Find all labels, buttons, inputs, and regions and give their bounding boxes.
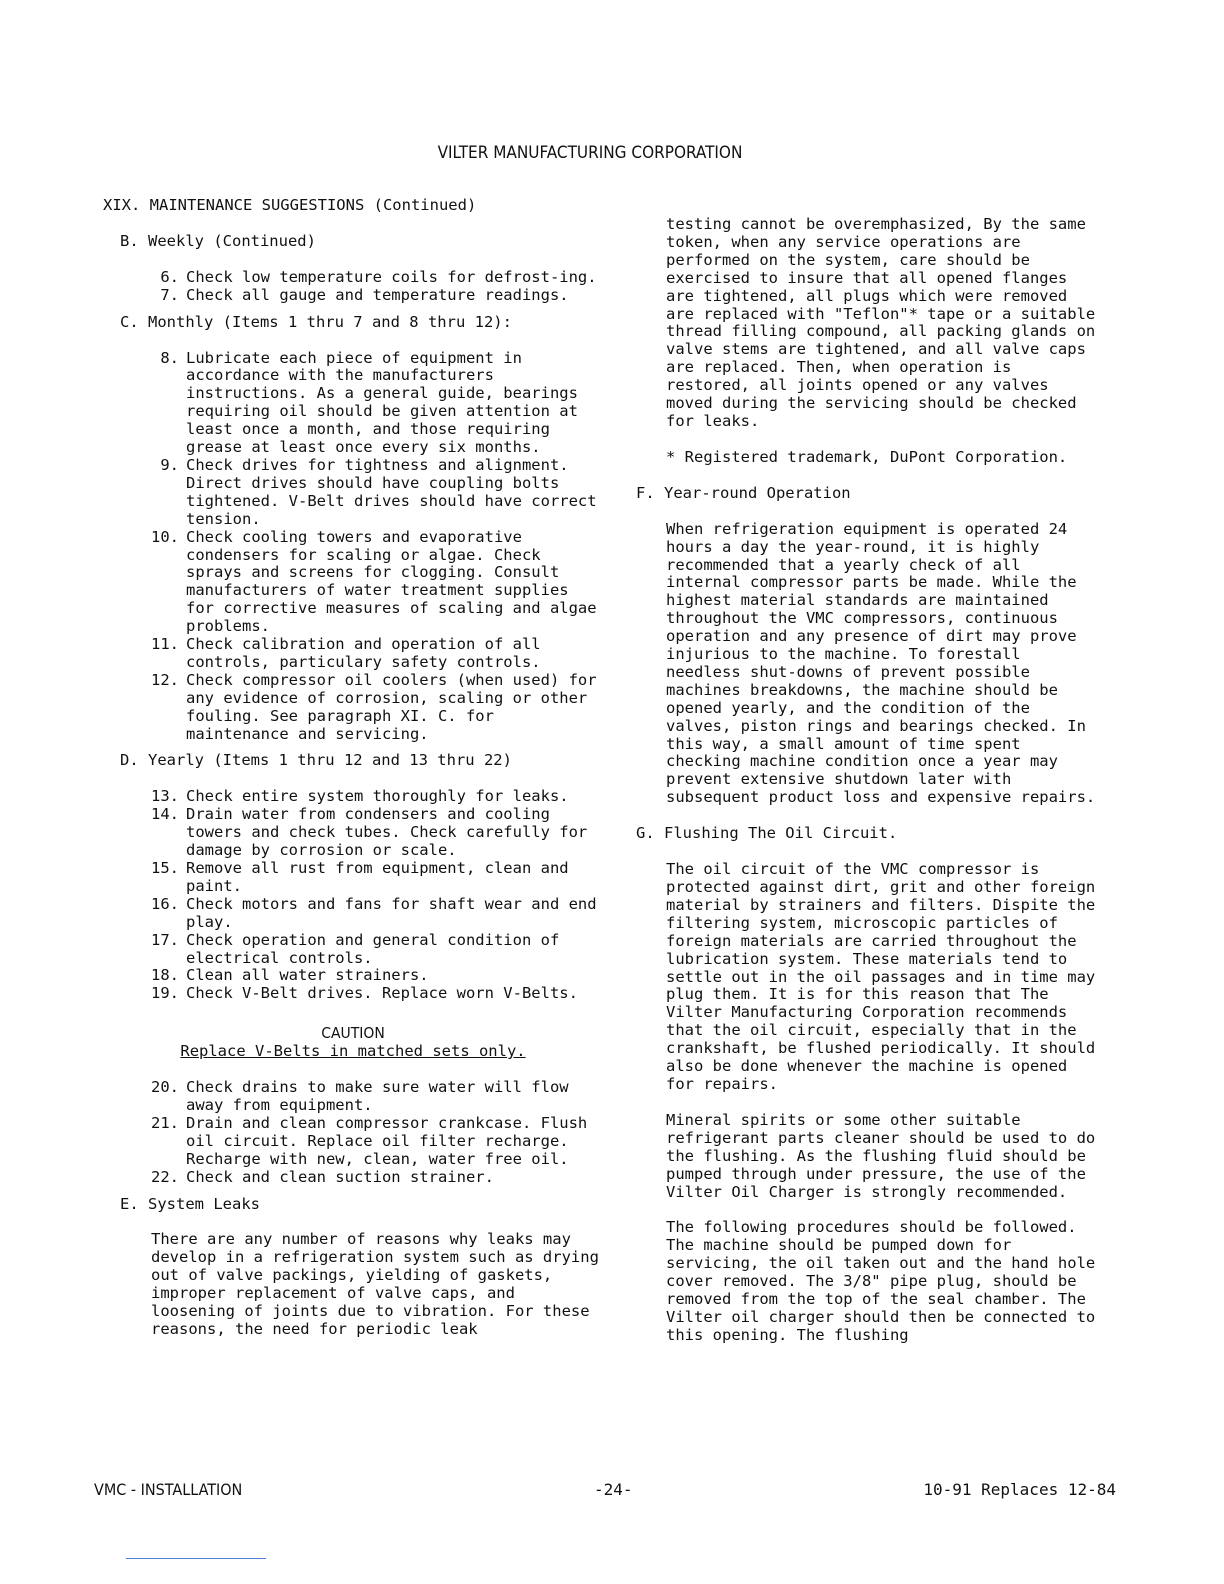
- list-item: 15. Remove all rust from equipment, clean and paint.: [151, 859, 569, 895]
- monthly-heading: C. Monthly (Items 1 thru 7 and 8 thru 12):: [120, 312, 512, 331]
- flushing-paragraph-2: Mineral spirits or some other suitable refrigerant parts cleaner should be used to do the flushing. As the flushing fluid should be pumped through under pressure, the use of the Vilter Oil Charger is strongly recommended.: [666, 1110, 1096, 1201]
- list-item: 22. Check and clean suction strainer.: [151, 1167, 494, 1186]
- list-item: 13. Check entire system thoroughly for leaks.: [151, 787, 569, 806]
- list-item: 8. Lubricate each piece of equipment in accordance with the manufacturers instructions. As a general guide, bearings requiring oil should be given attention at least once a month, and those requiring grease at least once every six months.: [160, 348, 578, 457]
- list-item: 10. Check cooling towers and evaporative condensers for scaling or algae. Check sprays and screens for clogging. Consult manufacturers of water treatment supplies for corrective measures of scaling and algae problems.: [151, 527, 597, 636]
- list-item: 11. Check calibration and operation of all controls, particulary safety controls.: [151, 635, 541, 671]
- system-leaks-heading: E. System Leaks: [120, 1194, 260, 1213]
- caution-text: Replace V-Belts in matched sets only.: [180, 1042, 526, 1061]
- yearly-list-continued: [139, 1079, 603, 1186]
- footer-right: 10-91 Replaces 12-84: [923, 1480, 1116, 1499]
- yearly-list: [139, 788, 603, 1003]
- flushing-paragraph-3: The following procedures should be followed. The machine should be pumped down for servicing, the oil taken out and the hand hole cover removed. The 3/8" pipe plug, should be removed from the top of the seal chamber. The Vilter oil charger should then be connected to this opening. The flushing: [666, 1218, 1096, 1344]
- list-item: 16. Check motors and fans for shaft wear and end play.: [151, 894, 597, 931]
- list-item: 21. Drain and clean compressor crankcase. Flush oil circuit. Replace oil filter recharge. Recharge with new, clean, water free oil.: [151, 1113, 588, 1168]
- weekly-heading: B. Weekly (Continued): [120, 231, 316, 250]
- year-round-paragraph: When refrigeration equipment is operated 24 hours a day the year-round, it is highly recommended that a yearly check of all internal compressor parts be made. While the highest material standards are maintained throughout the VMC compressors, continuous operation and any presence of dirt may prove injurious to the machine. To forestall needless shut-downs of prevent possible machines breakdowns, the machine should be opened yearly, and the condition of the valves, piston rings and bearings checked. In this way, a small amount of time spent checking machine condition once a year may prevent extensive shutdown later with subsequent product loss and expensive repairs.: [666, 519, 1096, 807]
- flushing-heading: G. Flushing The Oil Circuit.: [636, 824, 898, 843]
- list-item: 6. Check low temperature coils for defrost-ing.: [160, 267, 597, 286]
- list-item: 17. Check operation and general condition of electrical controls.: [151, 930, 560, 967]
- list-item: 9. Check drives for tightness and alignment. Direct drives should have coupling bolts tightened. V-Belt drives should have correct tension.: [160, 455, 597, 528]
- list-item: 14. Drain water from condensers and cooling towers and check tubes. Check carefully for damage by corrosion or scale.: [151, 805, 588, 860]
- list-item: 20. Check drains to make sure water will flow away from equipment.: [151, 1078, 569, 1114]
- caution-title: CAUTION: [321, 1024, 385, 1043]
- system-leaks-paragraph: There are any number of reasons why leaks may develop in a refrigeration system such as drying out of valve packings, yielding of gaskets, improper replacement of valve caps, and loosening of joints due to vibration. For these reasons, the need for periodic leak: [151, 1230, 599, 1338]
- monthly-list: [139, 350, 603, 744]
- right-column: [636, 215, 1096, 1345]
- footer-rule: [126, 1558, 266, 1559]
- year-round-heading: F. Year-round Operation: [636, 483, 851, 502]
- section-title: XIX. MAINTENANCE SUGGESTIONS (Continued): [103, 196, 477, 214]
- trademark-footnote: * Registered trademark, DuPont Corporation.: [666, 447, 1068, 466]
- weekly-list: [139, 269, 603, 305]
- page-number: -24-: [594, 1480, 633, 1499]
- list-item: 12. Check compressor oil coolers (when used) for any evidence of corrosion, scaling or other fouling. See paragraph XI. C. for maintenance and servicing.: [151, 670, 597, 743]
- list-item: 19. Check V-Belt drives. Replace worn V-Belts.: [151, 984, 578, 1003]
- list-item: 7. Check all gauge and temperature readings.: [160, 285, 569, 304]
- flushing-paragraph-1: The oil circuit of the VMC compressor is protected against dirt, grit and other foreign material by strainers and filters. Dispite the filtering system, microscopic particles of foreign materials are carried throughout the lubrication system. These materials tend to settle out in the oil passages and in time may plug them. It is for this reason that The Vilter Manufacturing Corporation recommends that the oil circuit, especially that in the crankshaft, be flushed periodically. It should also be done whenever the machine is opened for repairs.: [666, 860, 1096, 1093]
- leak-testing-paragraph: testing cannot be overemphasized, By the same token, when any service operations are performed on the system, care should be exercised to insure that all opened flanges are tightened, all plugs which were removed are replaced with "Teflon"* tape or a suitable thread filling compound, all packing glands on valve stems are tightened, and all valve caps are replaced. Then, when operation is restored, all joints opened or any valves moved during the servicing should be checked for leaks.: [666, 215, 1096, 430]
- footer-left: VMC - INSTALLATION: [94, 1480, 243, 1499]
- caution-box: [103, 1025, 603, 1061]
- left-column: [103, 197, 603, 1339]
- list-item: 18. Clean all water strainers.: [151, 966, 429, 985]
- yearly-heading: D. Yearly (Items 1 thru 12 and 13 thru 22): [120, 751, 512, 770]
- page-header: VILTER MANUFACTURING CORPORATION: [437, 143, 743, 163]
